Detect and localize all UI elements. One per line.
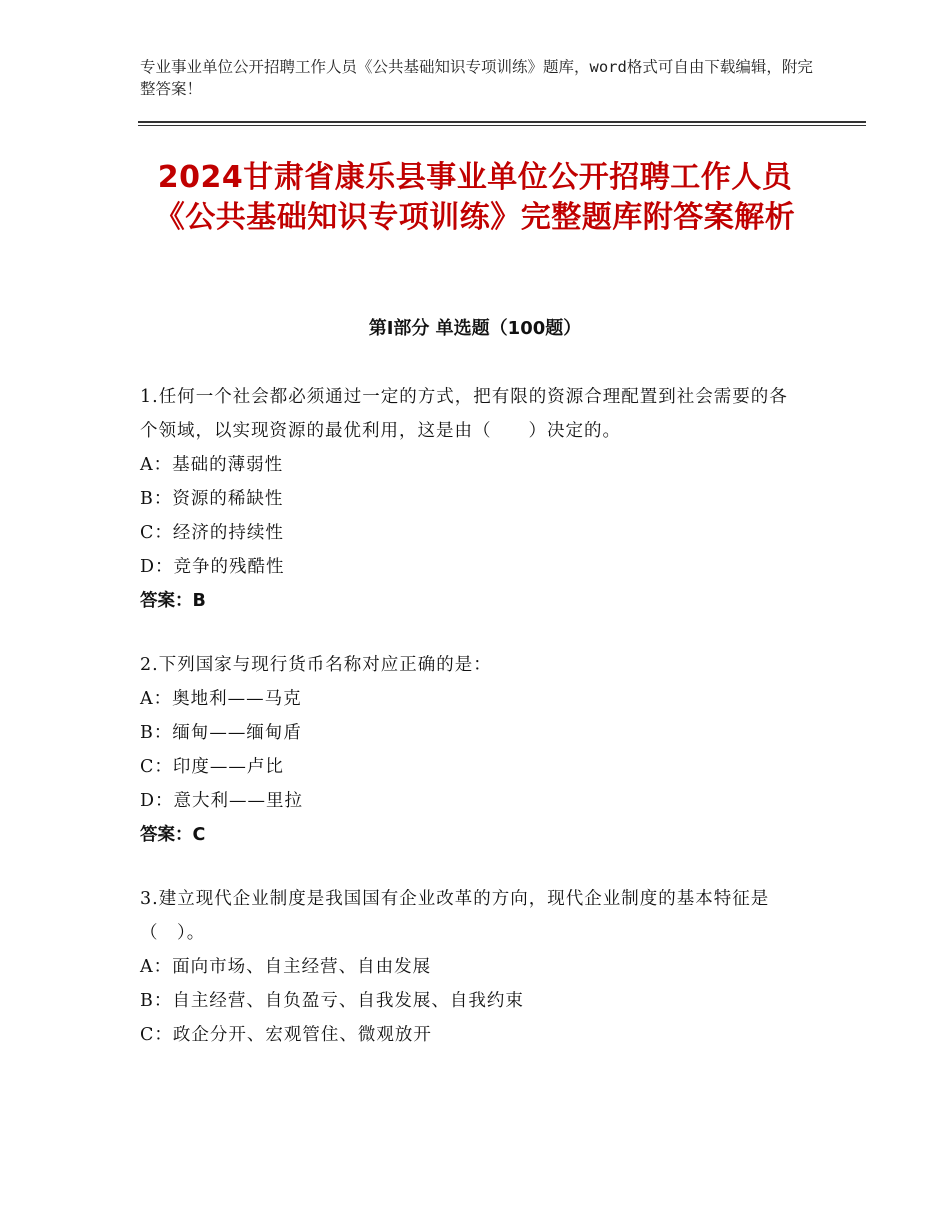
question-stem: 1.任何一个社会都必须通过一定的方式，把有限的资源合理配置到社会需要的各个领域，以实现资源的最优利用，这是由（ ）决定的。	[140, 387, 788, 441]
option-c: C：政企分开、宏观管住、微观放开	[140, 1025, 432, 1045]
header-divider-thick	[138, 121, 866, 123]
section-heading: 第Ⅰ部分 单选题（100题）	[368, 318, 582, 339]
question-2	[140, 648, 804, 852]
option-a: A：奥地利——马克	[140, 689, 302, 709]
option-c: C：经济的持续性	[140, 523, 284, 543]
option-b: B：资源的稀缺性	[140, 489, 284, 509]
option-c: C：印度——卢比	[140, 757, 284, 777]
header-divider-thin	[138, 125, 866, 126]
option-b: B：缅甸——缅甸盾	[140, 723, 302, 743]
question-stem: 3.建立现代企业制度是我国国有企业改革的方向，现代企业制度的基本特征是（ ）。	[140, 889, 770, 943]
question-1	[140, 380, 804, 618]
question-3	[140, 882, 804, 1052]
option-b: B：自主经营、自负盈亏、自我发展、自我约束	[140, 991, 524, 1011]
answer: 答案：C	[140, 825, 206, 845]
option-a: A：基础的薄弱性	[140, 455, 284, 475]
header-note: 专业事业单位公开招聘工作人员《公共基础知识专项训练》题库，word格式可自由下载编辑，附完整答案！	[140, 58, 813, 98]
question-list	[140, 380, 804, 1082]
option-d: D：竞争的残酷性	[140, 557, 285, 577]
document-title: 2024甘肃省康乐县事业单位公开招聘工作人员《公共基础知识专项训练》完整题库附答案解析	[154, 160, 796, 235]
option-a: A：面向市场、自主经营、自由发展	[140, 957, 432, 977]
option-d: D：意大利——里拉	[140, 791, 304, 811]
question-stem: 2.下列国家与现行货币名称对应正确的是：	[140, 655, 492, 675]
answer: 答案：B	[140, 591, 206, 611]
